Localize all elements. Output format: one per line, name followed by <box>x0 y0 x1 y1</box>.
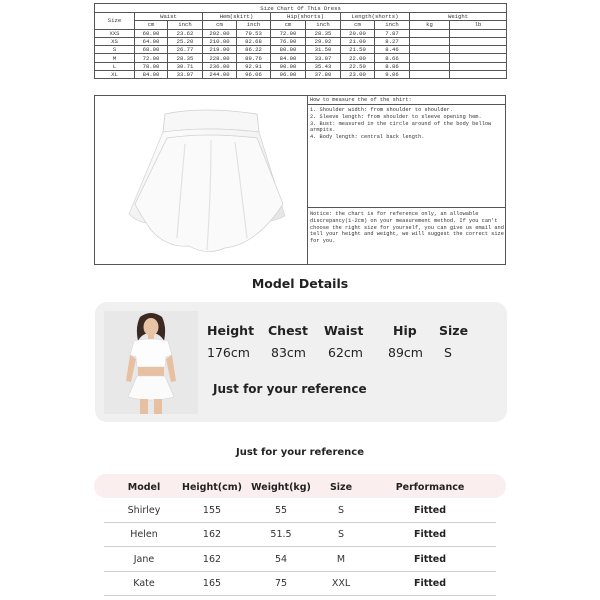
value-cell: 25.20 <box>168 37 203 45</box>
value-cell: 79.53 <box>237 29 271 37</box>
reference-cell-model: Shirley <box>127 505 161 516</box>
measure-item: 2. Sleeve length: from shoulder to sleeve opening hem. <box>310 113 482 120</box>
reference-row <box>104 499 496 523</box>
value-cell <box>410 37 450 45</box>
reference-cell-model: Jane <box>133 554 155 565</box>
reference-cell-model: Helen <box>130 529 158 540</box>
reference-cell-height: 162 <box>202 554 222 565</box>
size-row <box>95 46 507 54</box>
value-cell: 72.00 <box>271 29 306 37</box>
value-cell: 23.62 <box>168 29 203 37</box>
model-stats <box>95 302 507 422</box>
reference-cell-weight: 51.5 <box>270 529 292 540</box>
reference-cell-height: 162 <box>202 529 222 540</box>
stat-label: Height <box>207 323 255 338</box>
model-card <box>95 302 507 422</box>
value-cell: 7.87 <box>375 29 410 37</box>
reference-cell-size: S <box>337 505 345 516</box>
group-header-waist: Waist <box>135 13 203 21</box>
value-cell: 80.00 <box>271 46 306 54</box>
model-reference-note: Just for your reference <box>213 382 367 396</box>
stat-label: Size <box>439 323 469 338</box>
reference-cell-weight: 55 <box>274 505 288 516</box>
measure-item: 4. Body length: central back length. <box>310 134 425 141</box>
reference-header: Model <box>127 482 161 493</box>
size-row <box>95 71 507 79</box>
value-cell: 78.00 <box>135 62 168 70</box>
reference-cell-performance: Fitted <box>413 554 447 565</box>
value-cell: 210.00 <box>203 37 237 45</box>
size-column-header: Size <box>95 13 135 30</box>
value-cell <box>450 37 507 45</box>
value-cell <box>410 29 450 37</box>
size-chart-table <box>94 3 507 79</box>
value-cell: 33.07 <box>306 54 341 62</box>
size-row <box>95 37 507 45</box>
value-cell: 37.80 <box>306 71 341 79</box>
stat-value: S <box>444 345 452 360</box>
reference-cell-weight: 75 <box>274 578 288 589</box>
value-cell <box>450 62 507 70</box>
value-cell: 84.00 <box>271 54 306 62</box>
value-cell <box>410 71 450 79</box>
size-row <box>95 29 507 37</box>
measure-list <box>308 105 506 208</box>
reference-table-title: Just for your reference <box>236 447 364 458</box>
group-header-length: Length(shorts) <box>341 13 410 21</box>
value-cell <box>450 29 507 37</box>
value-cell: 92.91 <box>237 62 271 70</box>
reference-header: Size <box>329 482 353 493</box>
value-cell: 96.00 <box>271 71 306 79</box>
product-measure-box <box>94 95 506 265</box>
skirt-image <box>107 98 297 263</box>
value-cell <box>410 54 450 62</box>
value-cell: 64.00 <box>135 37 168 45</box>
value-cell: 30.71 <box>168 62 203 70</box>
measure-notice: Notice: the chart is for reference only, an allowable discrepancy(1-2cm) on your measurement method. If you can't choose the right size for yourself, you can give us email and tell your height and weight, we will suggest the correct size for you. <box>310 211 504 245</box>
group-header-hem: Hem(skirt) <box>203 13 271 21</box>
value-cell: 28.35 <box>168 54 203 62</box>
value-cell: 35.43 <box>306 62 341 70</box>
value-cell <box>410 62 450 70</box>
size-cell: XXS <box>95 29 135 37</box>
measure-item: 1. Shoulder width: from shoulder to shoulder. <box>310 107 454 113</box>
reference-row <box>104 523 496 547</box>
reference-cell-size: XXL <box>331 578 351 589</box>
unit-header: inch <box>168 21 203 29</box>
value-cell: 8.86 <box>375 62 410 70</box>
size-cell: XL <box>95 71 135 79</box>
value-cell: 33.07 <box>168 71 203 79</box>
reference-cell-height: 155 <box>202 505 222 516</box>
value-cell: 244.00 <box>203 71 237 79</box>
reference-cell-size: M <box>336 554 346 565</box>
stat-value: 89cm <box>388 345 423 360</box>
reference-cell-performance: Fitted <box>413 578 447 589</box>
group-header-weight: Weight <box>410 13 507 21</box>
value-cell: 219.00 <box>203 46 237 54</box>
unit-header: kg <box>410 21 450 29</box>
size-cell: M <box>95 54 135 62</box>
size-cell: XS <box>95 37 135 45</box>
reference-row <box>104 548 496 572</box>
value-cell: 72.00 <box>135 54 168 62</box>
value-cell: 8.66 <box>375 54 410 62</box>
unit-header: cm <box>271 21 306 29</box>
size-cell: L <box>95 62 135 70</box>
reference-cell-performance: Fitted <box>413 529 447 540</box>
reference-cell-height: 165 <box>202 578 222 589</box>
size-cell: S <box>95 46 135 54</box>
reference-cell-size: S <box>337 529 345 540</box>
stat-value: 176cm <box>207 345 250 360</box>
value-cell: 76.00 <box>271 37 306 45</box>
value-cell: 9.06 <box>375 71 410 79</box>
value-cell <box>450 54 507 62</box>
value-cell <box>450 46 507 54</box>
value-cell: 21.00 <box>341 37 375 45</box>
stat-value: 62cm <box>328 345 363 360</box>
value-cell: 22.00 <box>341 54 375 62</box>
value-cell: 26.77 <box>168 46 203 54</box>
stat-label: Chest <box>268 323 308 338</box>
value-cell: 8.46 <box>375 46 410 54</box>
value-cell: 22.50 <box>341 62 375 70</box>
value-cell: 82.68 <box>237 37 271 45</box>
value-cell: 89.76 <box>237 54 271 62</box>
value-cell: 20.00 <box>341 29 375 37</box>
stat-label: Hip <box>393 323 417 338</box>
reference-header: Performance <box>395 482 465 493</box>
reference-row <box>104 572 496 596</box>
value-cell <box>450 71 507 79</box>
unit-header: cm <box>203 21 237 29</box>
value-cell: 23.00 <box>341 71 375 79</box>
group-header-hip: Hip(shorts) <box>271 13 341 21</box>
reference-cell-performance: Fitted <box>413 505 447 516</box>
size-row <box>95 54 507 62</box>
value-cell: 202.00 <box>203 29 237 37</box>
measure-title: How to measure the of the shirt: <box>308 96 506 105</box>
stat-value: 83cm <box>271 345 306 360</box>
value-cell: 236.00 <box>203 62 237 70</box>
value-cell: 31.50 <box>306 46 341 54</box>
measure-item: 3. Bust: measured in the circle around of the body bellow armpits. <box>310 120 492 134</box>
stat-label: Waist <box>324 323 364 338</box>
value-cell: 86.22 <box>237 46 271 54</box>
value-cell: 228.00 <box>203 54 237 62</box>
value-cell: 96.06 <box>237 71 271 79</box>
model-details-title: Model Details <box>251 276 349 291</box>
reference-cell-weight: 54 <box>274 554 288 565</box>
reference-cell-model: Kate <box>133 578 155 589</box>
value-cell: 90.00 <box>271 62 306 70</box>
value-cell <box>410 46 450 54</box>
value-cell: 84.00 <box>135 71 168 79</box>
value-cell: 60.00 <box>135 29 168 37</box>
size-chart-title: Size Chart Of This Dress <box>95 4 507 13</box>
reference-header: Weight(kg) <box>251 482 311 493</box>
unit-header: inch <box>306 21 341 29</box>
value-cell: 21.50 <box>341 46 375 54</box>
size-row <box>95 62 507 70</box>
value-cell: 29.92 <box>306 37 341 45</box>
value-cell: 28.35 <box>306 29 341 37</box>
unit-header: lb <box>450 21 507 29</box>
unit-header: cm <box>341 21 375 29</box>
unit-header-row <box>95 21 507 29</box>
size-chart-body <box>95 29 507 79</box>
reference-header: Height(cm) <box>182 482 242 493</box>
measure-panel <box>307 96 506 264</box>
unit-header: inch <box>375 21 410 29</box>
unit-header: inch <box>237 21 271 29</box>
value-cell: 68.00 <box>135 46 168 54</box>
value-cell: 8.27 <box>375 37 410 45</box>
unit-header: cm <box>135 21 168 29</box>
